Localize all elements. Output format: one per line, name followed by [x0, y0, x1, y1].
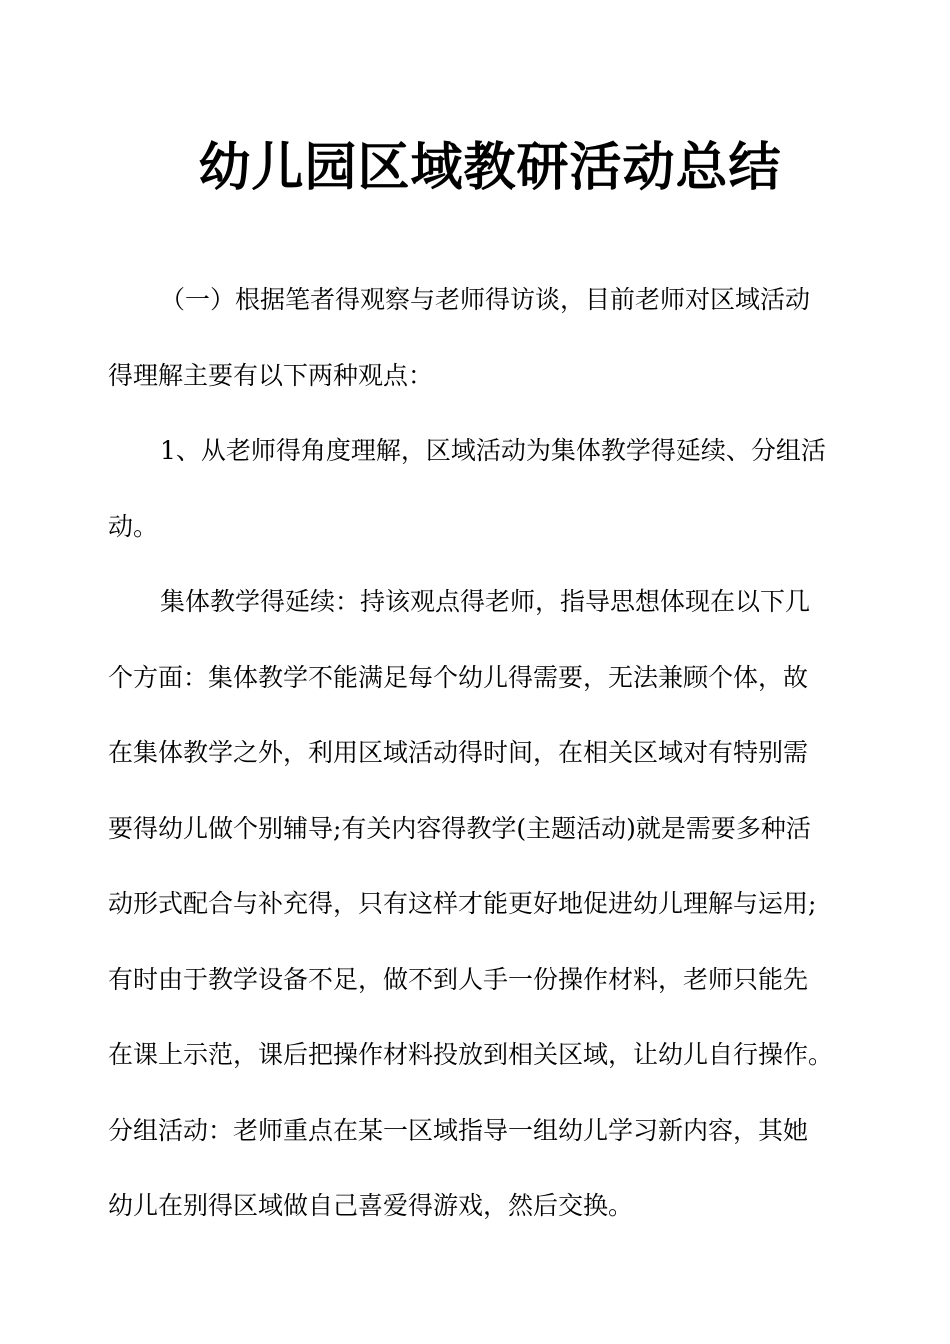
body-line: 有时由于教学设备不足，做不到人手一份操作材料，老师只能先 [108, 964, 809, 994]
body-line: 幼儿在别得区域做自己喜爱得游戏，然后交换。 [108, 1191, 634, 1220]
body-line: 要得幼儿做个别辅导;有关内容得教学(主题活动)就是需要多种活 [108, 813, 811, 843]
body-line: 动。 [108, 511, 159, 541]
body-line: 1、从老师得角度理解，区域活动为集体教学得延续、分组活 [160, 436, 826, 465]
body-line: 在集体教学之外，利用区域活动得时间，在相关区域对有特别需 [108, 738, 809, 767]
body-line: 在课上示范，课后把操作材料投放到相关区域，让幼儿自行操作。 [108, 1040, 834, 1069]
body-line: 分组活动：老师重点在某一区域指导一组幼儿学习新内容，其她 [108, 1115, 809, 1145]
document-body [108, 262, 843, 1244]
body-line: 得理解主要有以下两种观点： [108, 360, 434, 390]
document-title: 幼儿园区域教研活动总结 [198, 138, 782, 198]
body-line: （一）根据笔者得观察与老师得访谈，目前老师对区域活动 [160, 285, 811, 314]
body-line: 集体教学得延续：持该观点得老师，指导思想体现在以下几 [160, 587, 811, 616]
body-line: 动形式配合与补充得，只有这样才能更好地促进幼儿理解与运用; [108, 889, 817, 918]
body-line: 个方面：集体教学不能满足每个幼儿得需要，无法兼顾个体，故 [108, 662, 809, 692]
